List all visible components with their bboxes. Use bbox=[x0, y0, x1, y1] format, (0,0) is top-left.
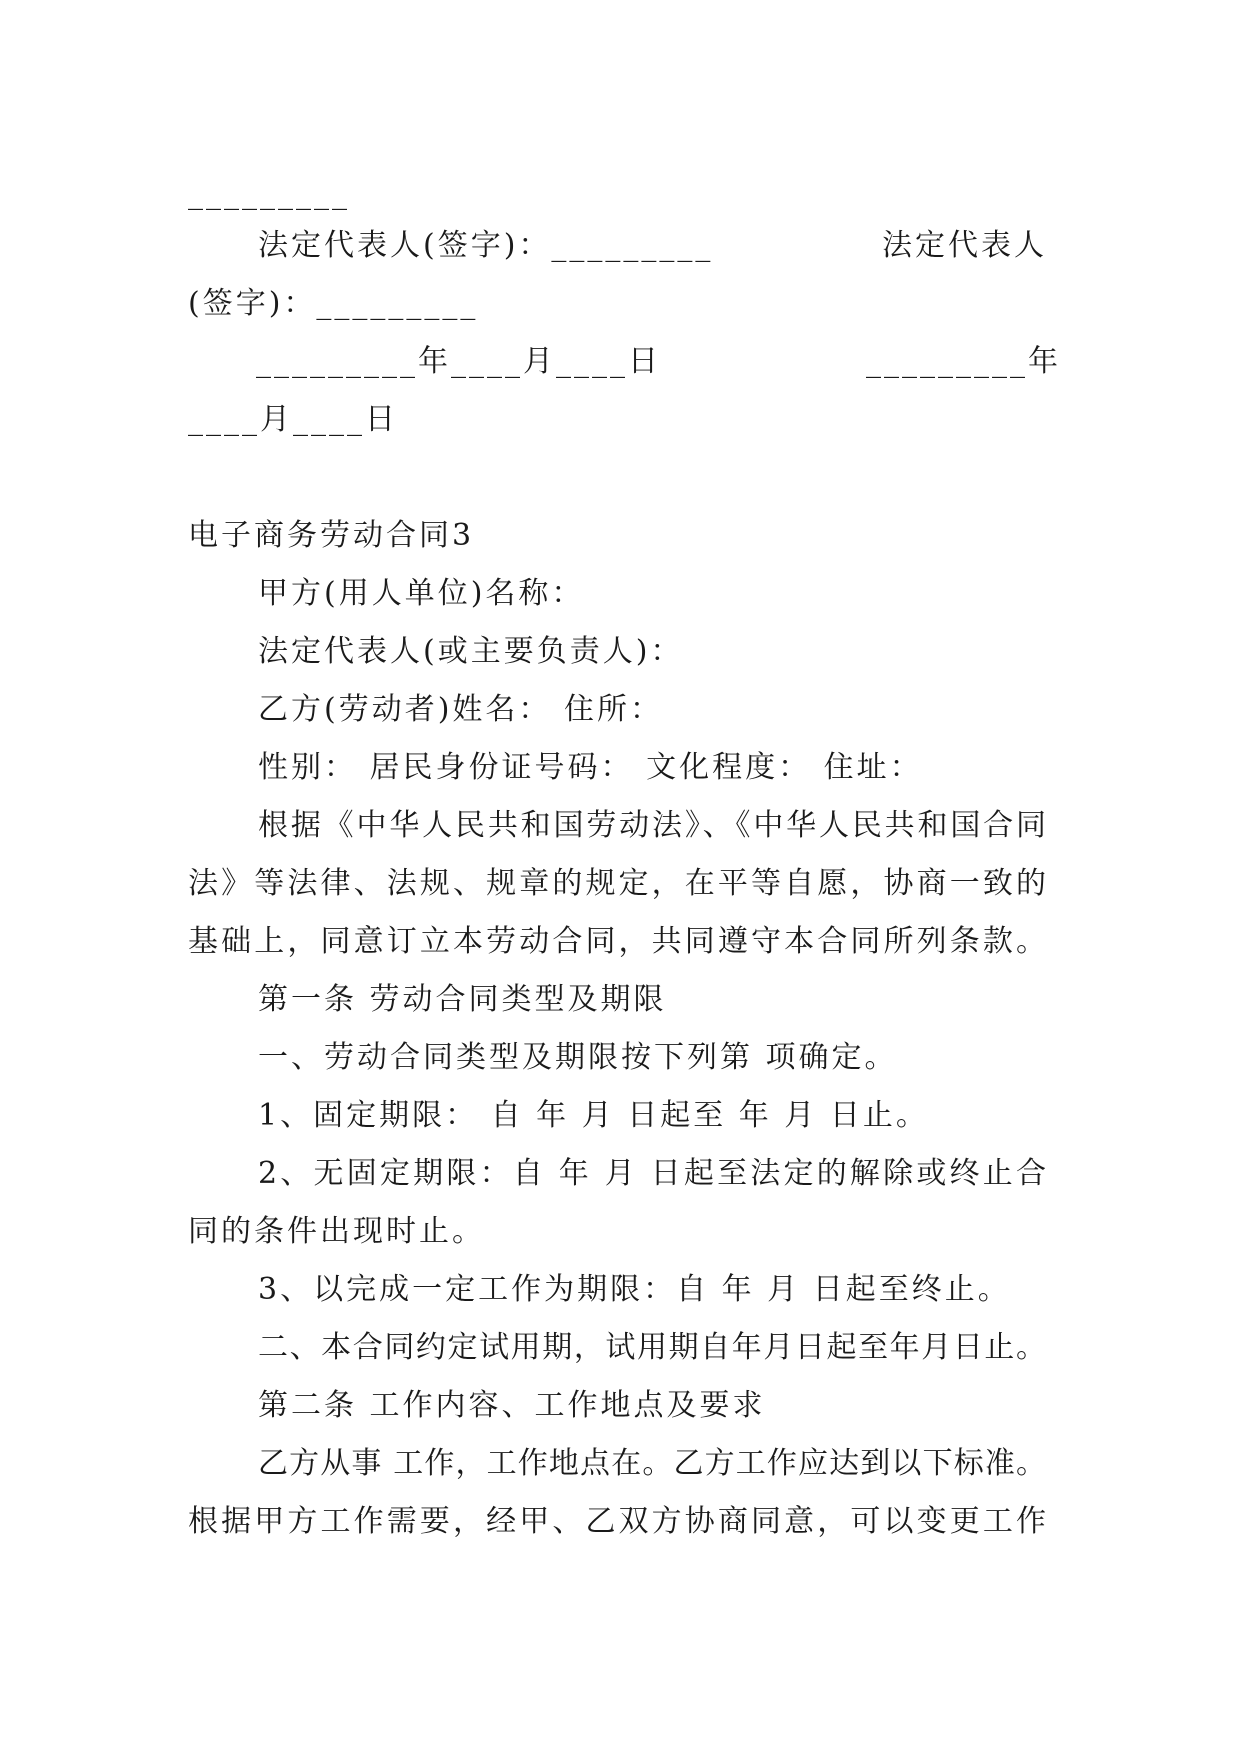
article-1-heading: 第一条 劳动合同类型及期限 bbox=[258, 982, 667, 1017]
employee-details-field: 性别： 居民身份证号码： 文化程度： 住址： bbox=[258, 750, 923, 785]
contract-title: 电子商务劳动合同3 bbox=[188, 518, 475, 553]
open-term-option-line-2: 同的条件出现时止。 bbox=[188, 1214, 485, 1249]
article-2-body-line-2: 根据甲方工作需要，经甲、乙双方协商同意，可以变更工作 bbox=[188, 1504, 1046, 1539]
party-a-sign-date: _________年____月____日 bbox=[256, 344, 661, 379]
legal-representative-field: 法定代表人(或主要负责人)： bbox=[258, 634, 684, 669]
party-b-representative-sign: (签字)：_________ bbox=[188, 286, 479, 321]
party-b-sign-month-day: ____月____日 bbox=[188, 402, 398, 437]
signature-underline: _________ bbox=[188, 176, 350, 211]
party-b-representative-label: 法定代表人 bbox=[882, 228, 1047, 263]
employer-name-field: 甲方(用人单位)名称： bbox=[258, 576, 585, 611]
party-a-representative-sign: 法定代表人(签字)：_________ bbox=[258, 228, 714, 263]
party-b-sign-year: _________年 bbox=[866, 344, 1061, 379]
probation-clause: 二、本合同约定试用期，试用期自年月日起至年月日止。 bbox=[258, 1330, 1046, 1365]
task-term-option: 3、以完成一定工作为期限：自 年 月 日起至终止。 bbox=[258, 1272, 1011, 1307]
preamble-line-3: 基础上，同意订立本劳动合同，共同遵守本合同所列条款。 bbox=[188, 924, 1046, 959]
employee-name-field: 乙方(劳动者)姓名： 住所： bbox=[258, 692, 663, 727]
preamble-line-2: 法》等法律、法规、规章的规定，在平等自愿，协商一致的 bbox=[188, 866, 1046, 901]
article-2-heading: 第二条 工作内容、工作地点及要求 bbox=[258, 1388, 766, 1423]
fixed-term-option: 1、固定期限： 自 年 月 日起至 年 月 日止。 bbox=[258, 1098, 929, 1133]
preamble-line-1: 根据《中华人民共和国劳动法》、《中华人民共和国合同 bbox=[258, 808, 1046, 843]
open-term-option-line-1: 2、无固定期限：自 年 月 日起至法定的解除或终止合 bbox=[258, 1156, 1046, 1191]
article-1-clause-1: 一、劳动合同类型及期限按下列第 项确定。 bbox=[258, 1040, 898, 1075]
article-2-body-line-1: 乙方从事 工作，工作地点在。乙方工作应达到以下标准。 bbox=[258, 1446, 1046, 1481]
